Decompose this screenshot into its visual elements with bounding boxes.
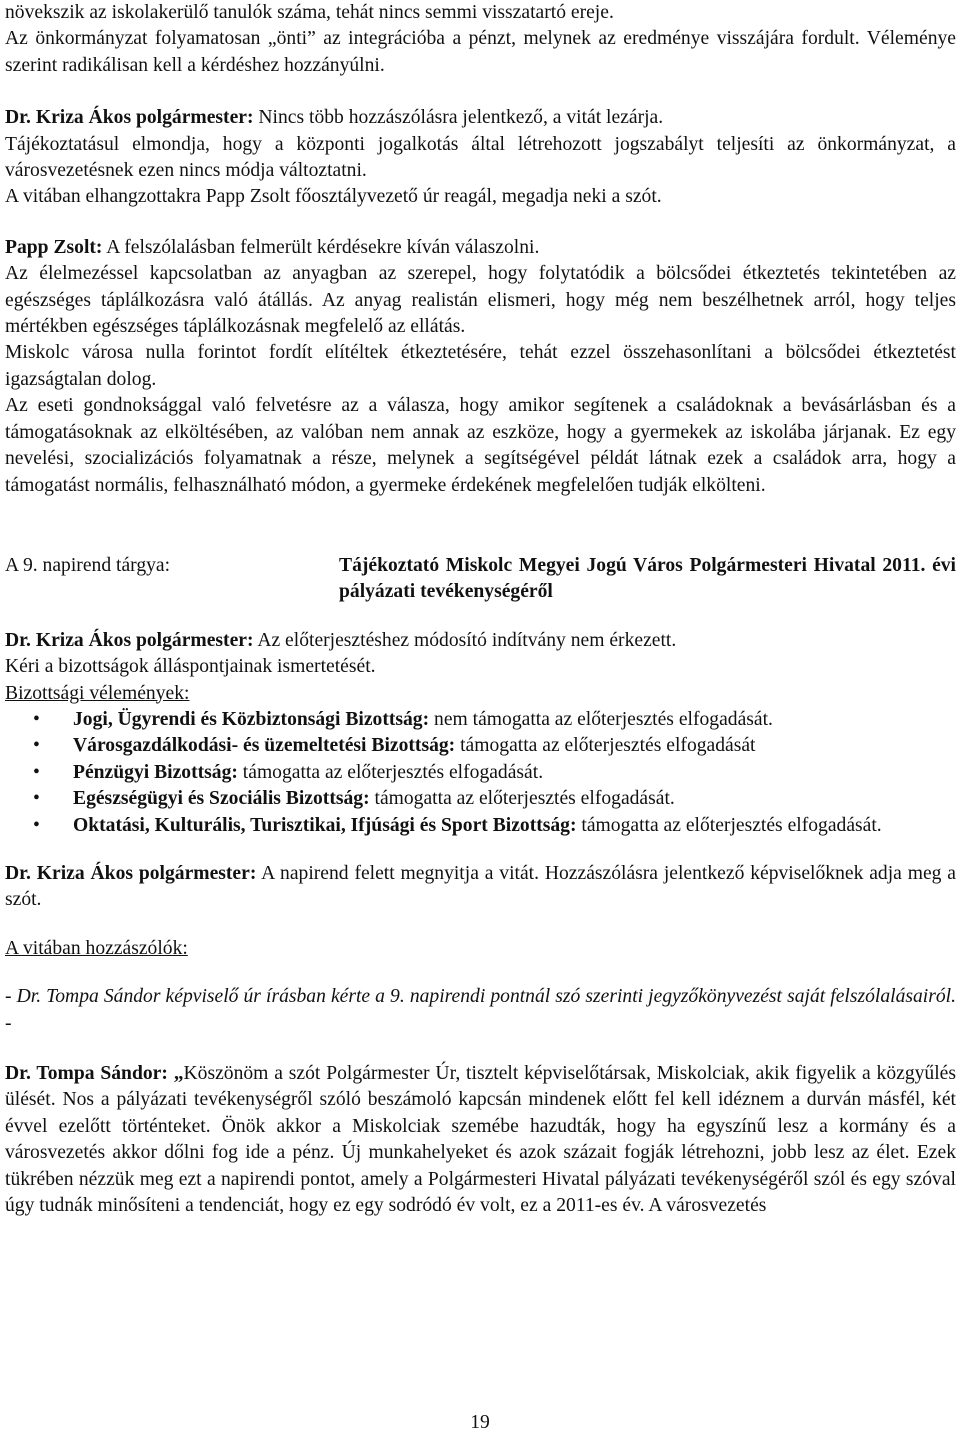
bullet-icon: • [33,735,40,757]
speaker-paragraph [5,105,956,131]
debaters-heading: A vitában hozzászólók: [5,937,188,959]
bullet-icon: • [33,761,40,783]
paragraph: Az eseti gondnoksággal való felvetésre az a válasza, hogy amikor segítenek a családoknak a bevásárlásban és a támogatásoknak az elköltésében, az valóban nem annak az eszköze, hogy a gyermekek az iskolába járjanak. Ez egy nevelési, szocializációs folyamatnak a része, melynek a segítségével példát látnak ezek a családok arra, hogy a támogatást normális, felhasználható módon, a gyermeke érdekének megfelelően tudják elkölteni. [5,395,956,496]
bullet-icon: • [33,788,40,810]
paragraph: Tájékoztatásul elmondja, hogy a központi jogalkotás által létrehozott jogszabályt teljesíti az önkormányzat, a városvezetésnek ezen nincs módja változtatni. [5,133,956,182]
speaker-paragraph [5,1061,956,1219]
bullet-icon: • [33,708,40,730]
speaker-text: A felszólalásban felmerült kérdésekre kíván válaszolni. [102,236,540,258]
speaker-text: Az előterjesztéshez módosító indítvány nem érkezett. [253,629,677,651]
speaker-paragraph [5,628,956,654]
speaker-text: A napirend felett megnyitja a vitát. Hozzászólásra jelentkező képviselőknek adja meg a szót. [5,862,956,911]
paragraph: Miskolc városa nulla forintot fordít elítéltek étkeztetésére, tehát ezzel összehasonlítani a bölcsődei étkeztetést igazságtalan dolog. [5,342,956,390]
document-page [5,0,956,1219]
page-number: 19 [470,1412,490,1433]
paragraph: Az élelmezéssel kapcsolatban az anyagban az szerepel, hogy folytatódik a bölcsődei étkeztetés tekintetében az egészséges táplálkozásra való átállás. Az anyag realistán elismeri, hogy még nem beszélhetnek arról, hogy teljes mértékben egészséges táplálkozásnak megfelelő az ellátás. [5,263,956,338]
top-line-1: növekszik az iskolakerülő tanulók száma, tehát nincs semmi visszatartó ereje. [5,2,614,23]
speaker-name: Dr. Tompa Sándor: [5,1063,168,1084]
agenda-item [5,553,956,606]
speaker-text: Köszönöm a szót Polgármester Úr, tisztelt képviselőtársak, Miskolciak, akik figyelik a közgyűlés ülését. Nos a pályázati tevékenységről szóló beszámoló kapcsán mindenek előtt fel kell idéznem a durván másfél, két évvel ezelőtt történteket. Önök akkor a Miskolciak szemébe hazudták, hogy ha egyszínű lesz a kormány és a városvezetés akkor dőlni fog ide a pénz. Új munkahelyeket és azok százait fogják létrehozni, jobb lesz az élet. Ezek tükrében nézzük meg ezt a napirendi pontot, amely a Polgármesteri Hivatal pályázati tevékenységéről szól és egy szóval úgy tudnák minősíteni a tendenciát, hogy ez egy sodródó év volt, ez a 2011-es év. A városvezetés [5,1063,956,1217]
transcript-note: - Dr. Tompa Sándor képviselő úr írásban kérte a 9. napirendi pontnál szó szerinti jegyzőkönyvezést saját felszólalásairól. - [5,986,956,1034]
agenda-title: Tájékoztató Miskolc Megyei Jogú Város Polgármesteri Hivatal 2011. évi pályázati tevékenységéről [339,554,956,603]
top-paragraph: Az önkormányzat folyamatosan „önti” az integrációba a pénzt, melynek az eredménye visszájára fordult. Véleménye szerint radikálisan kell a kérdéshez hozzányúlni. [5,28,956,76]
speaker-paragraph [5,861,956,914]
committee-item: • Városgazdálkodási- és üzemeltetési Bizottság: támogatta az előterjesztés elfogadását [5,733,956,759]
quote-mark: „ [173,1063,184,1084]
speaker-paragraph [5,235,956,261]
committee-item: • Pénzügyi Bizottság: támogatta az előterjesztés elfogadását. [5,760,956,786]
paragraph: A vitában elhangzottakra Papp Zsolt főosztályvezető úr reagál, megadja neki a szót. [5,186,662,208]
committees-heading: Bizottsági vélemények: [5,682,190,704]
speaker-name: Dr. Kriza Ákos polgármester: [5,629,254,651]
bullet-icon: • [33,814,40,836]
speaker-name: Papp Zsolt: [5,236,103,258]
speaker-name: Dr. Kriza Ákos polgármester: [5,862,257,884]
committee-item: • Oktatási, Kulturális, Turisztikai, Ifjúsági és Sport Bizottság: támogatta az előterjesztés elfogadását. [5,813,956,839]
committee-list [5,707,956,839]
paragraph: Kéri a bizottságok álláspontjainak ismertetését. [5,656,376,678]
agenda-label: A 9. napirend tárgya: [5,554,171,576]
speaker-text: Nincs több hozzászólásra jelentkező, a vitát lezárja. [253,107,664,129]
speaker-name: Dr. Kriza Ákos polgármester: [5,107,254,129]
committee-item: • Egészségügyi és Szociális Bizottság: támogatta az előterjesztés elfogadását. [5,786,956,812]
committee-item: • Jogi, Ügyrendi és Közbiztonsági Bizottság: nem támogatta az előterjesztés elfogadását. [5,707,956,733]
